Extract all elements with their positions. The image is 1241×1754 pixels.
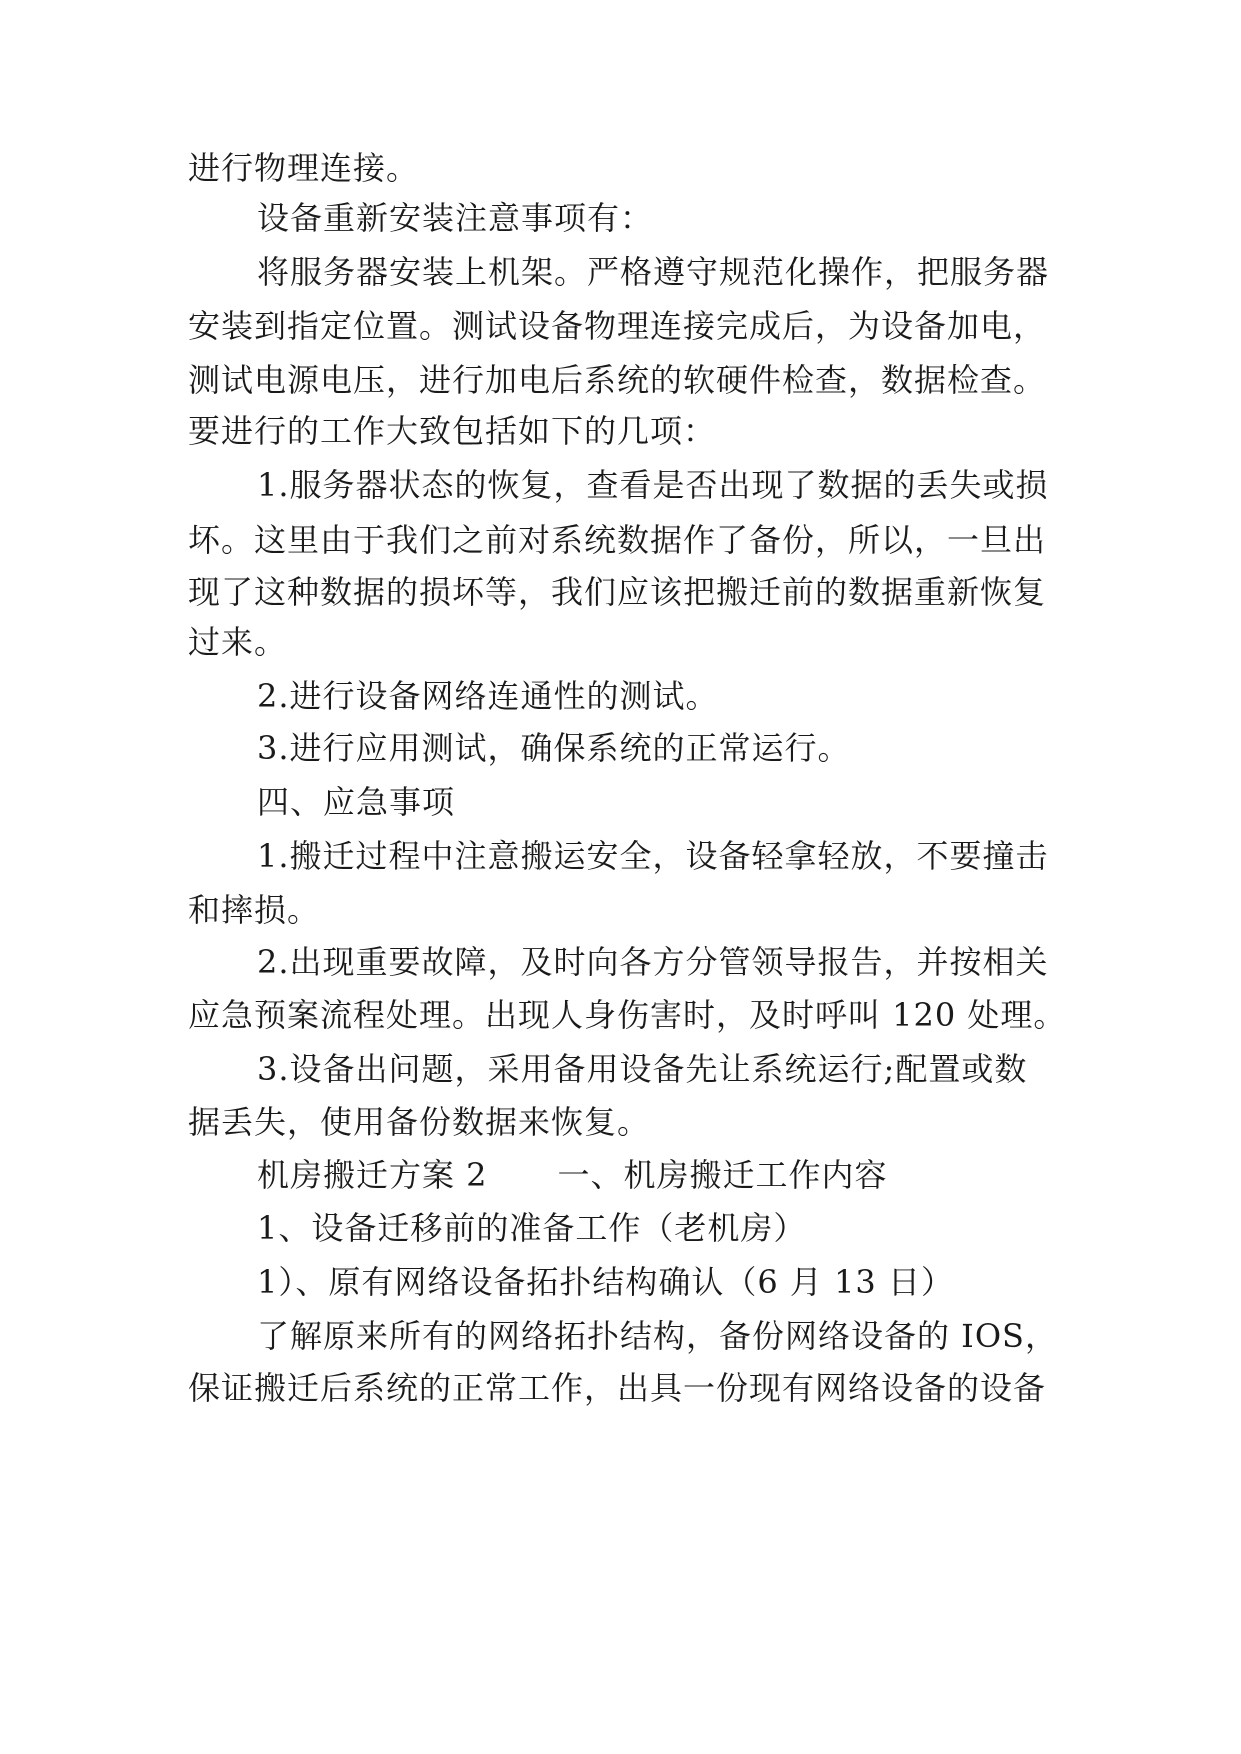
paragraph-line: 据丢失，使用备份数据来恢复。 [188,1103,651,1141]
paragraph-line: 要进行的工作大致包括如下的几项： [188,412,717,450]
paragraph-line: 1.服务器状态的恢复，查看是否出现了数据的丢失或损 [257,466,1049,504]
paragraph-line: 将服务器安装上机架。严格遵守规范化操作，把服务器 [257,253,1050,291]
paragraph-line: 和摔损。 [188,891,321,929]
paragraph-line: 测试电源电压，进行加电后系统的软硬件检查，数据检查。 [188,361,1047,399]
paragraph-line: 1.搬迁过程中注意搬运安全，设备轻拿轻放，不要撞击 [257,837,1049,875]
paragraph-line: 保证搬迁后系统的正常工作，出具一份现有网络设备的设备 [188,1369,1047,1407]
paragraph-line: 进行物理连接。 [188,149,420,187]
paragraph-line: 安装到指定位置。测试设备物理连接完成后，为设备加电， [188,307,1047,345]
paragraph-line: 设备重新安装注意事项有： [257,199,654,237]
paragraph-line: 2.进行设备网络连通性的测试。 [257,677,719,715]
paragraph-line: 2.出现重要故障，及时向各方分管领导报告，并按相关 [257,943,1049,981]
paragraph-line: 过来。 [188,623,288,661]
paragraph-line: 现了这种数据的损坏等，我们应该把搬迁前的数据重新恢复 [188,573,1047,611]
paragraph-line: 应急预案流程处理。出现人身伤害时，及时呼叫 120 处理。 [188,996,1067,1034]
paragraph-line: 1）、原有网络设备拓扑结构确认（6 月 13 日） [257,1263,954,1301]
doc-title: 机房搬迁方案 2 [257,1156,488,1194]
paragraph-line: 1、设备迁移前的准备工作（老机房） [257,1209,807,1247]
section-heading-line [257,1155,1137,1195]
paragraph-line: 了解原来所有的网络拓扑结构，备份网络设备的 IOS， [257,1317,1058,1355]
section-heading: 四、应急事项 [257,783,456,821]
paragraph-line: 3.进行应用测试，确保系统的正常运行。 [257,729,851,767]
paragraph-line: 坏。这里由于我们之前对系统数据作了备份，所以，一旦出 [188,521,1047,559]
section-heading: 一、机房搬迁工作内容 [557,1156,888,1194]
paragraph-line: 3.设备出问题，采用备用设备先让系统运行;配置或数 [257,1050,1028,1088]
